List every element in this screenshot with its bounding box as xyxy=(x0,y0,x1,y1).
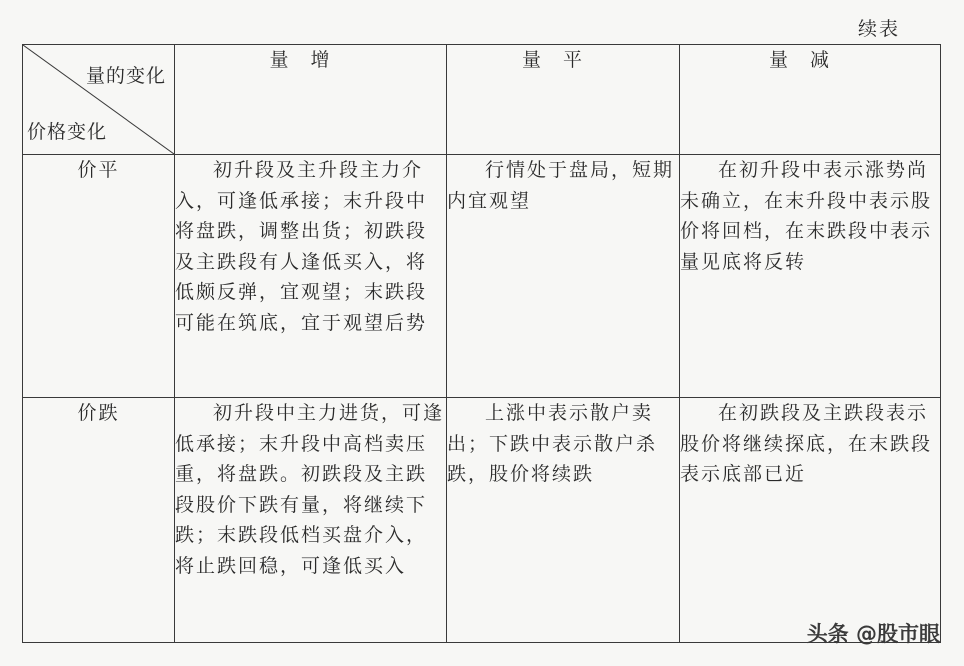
column-header-volume-flat: 量平 xyxy=(447,45,680,155)
table-row xyxy=(23,398,941,643)
table-cell: 行情处于盘局，短期内宜观望 xyxy=(447,155,680,398)
volume-change-label: 量的变化 xyxy=(85,65,166,87)
watermark: 头条 @股市眼 xyxy=(806,622,940,646)
column-header-volume-down: 量减 xyxy=(680,45,941,155)
table-cell: 在初跌段及主跌段表示股价将继续探底，在末跌段表示底部已近 xyxy=(680,398,941,643)
table-cell: 上涨中表示散户卖出；下跌中表示散户杀跌，股价将续跌 xyxy=(447,398,680,643)
header-row xyxy=(23,45,941,155)
price-change-label: 价格变化 xyxy=(27,121,108,143)
column-header-volume-up: 量增 xyxy=(175,45,447,155)
row-header-price-down: 价跌 xyxy=(23,398,175,643)
table-cell: 在初升段中表示涨势尚未确立，在末升段中表示股价将回档，在末跌段中表示量见底将反转 xyxy=(680,155,941,398)
row-header-price-flat: 价平 xyxy=(23,155,175,398)
price-volume-table xyxy=(22,44,941,643)
table-cell: 初升段中主力进货，可逢低承接；末升段中高档卖压重，将盘跌。初跌段及主跌段股价下跌有量，将继续下跌；末跌段低档买盘介入，将止跌回稳，可逢低买入 xyxy=(175,398,447,643)
table-row xyxy=(23,155,941,398)
table-cell: 初升段及主升段主力介入，可逢低承接；末升段中将盘跌，调整出货；初跌段及主跌段有人逢低买入，将低颇反弹，宜观望；末跌段可能在筑底，宜于观望后势 xyxy=(175,155,447,398)
continuation-label: 续表 xyxy=(858,18,901,40)
corner-cell xyxy=(23,45,175,155)
